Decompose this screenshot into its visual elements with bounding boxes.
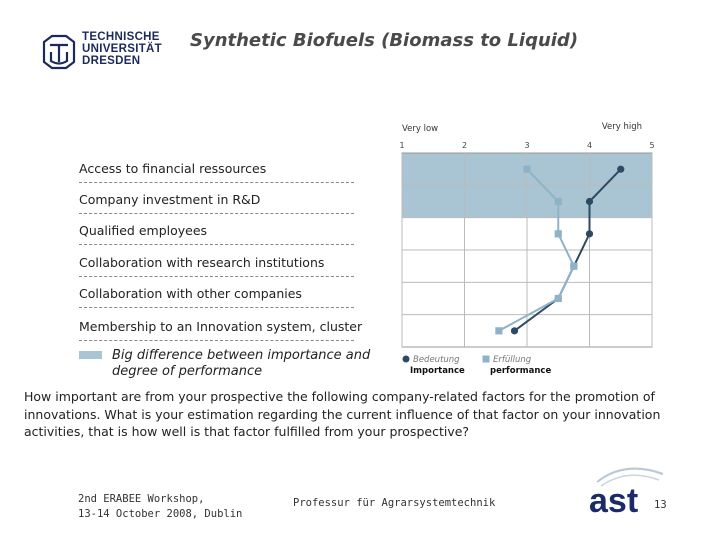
highlight-legend-text: Big difference between importance and degree of performance (112, 348, 371, 379)
scale-low-label: Very low (402, 124, 439, 134)
scale-high-label: Very high (601, 122, 642, 132)
importance-performance-chart (390, 115, 665, 385)
legend-marker-1 (403, 356, 410, 363)
category-label-1: Access to financial ressources (79, 161, 354, 183)
tick-label-2: 2 (461, 141, 468, 150)
series-2-point-5 (555, 295, 562, 302)
department-name: Professur für Agrarsystemtechnik (293, 497, 496, 509)
category-label-2: Company investment in R&D (79, 192, 354, 214)
legend-name-2: Erfüllung (493, 355, 532, 365)
series-2-point-3 (555, 230, 562, 237)
highlight-legend-swatch (79, 351, 102, 359)
tick-label-4: 4 (586, 141, 593, 150)
tick-label-5: 5 (649, 141, 655, 150)
logo-line-1: TECHNISCHE (82, 31, 160, 43)
category-label-6: Membership to an Innovation system, cluster (79, 319, 354, 341)
ast-logo-text: ast (589, 482, 639, 520)
page-number: 13 (654, 499, 667, 511)
ast-logo (585, 462, 670, 522)
legend-name-1: Bedeutung (413, 355, 460, 365)
event-line-2: 13-14 October 2008, Dublin (78, 508, 243, 520)
legend-marker-2 (483, 356, 490, 363)
category-label-3: Qualified employees (79, 223, 354, 245)
university-name (82, 31, 162, 67)
series-2-point-2 (555, 198, 562, 205)
series-1-point-2 (586, 198, 593, 205)
series-2-point-1 (523, 166, 530, 173)
series-1-point-3 (586, 230, 593, 237)
series-1-point-1 (617, 166, 624, 173)
event-info (78, 492, 242, 522)
tick-label-3: 3 (524, 141, 530, 150)
page-title: Synthetic Biofuels (Biomass to Liquid) (190, 30, 579, 51)
series-2-point-4 (570, 263, 577, 270)
logo-line-3: DRESDEN (82, 55, 141, 67)
legend-translation-1: Importance (410, 366, 465, 376)
category-label-4: Collaboration with research institutions (79, 255, 354, 277)
survey-question: How important are from your prospective the following company-related factors for the promotion of innovations. What is your estimation regarding the current influence of that factor on your innovation activities, that is how well is that factor fulfilled from your prospective? (24, 389, 661, 439)
logo-line-2: UNIVERSITÄT (82, 43, 162, 55)
series-2-point-6 (495, 327, 502, 334)
event-line-1: 2nd ERABEE Workshop, (78, 493, 205, 505)
category-label-5: Collaboration with other companies (79, 286, 354, 308)
legend-translation-2: performance (490, 366, 552, 376)
series-1-point-6 (511, 327, 518, 334)
tick-label-1: 1 (399, 141, 405, 150)
